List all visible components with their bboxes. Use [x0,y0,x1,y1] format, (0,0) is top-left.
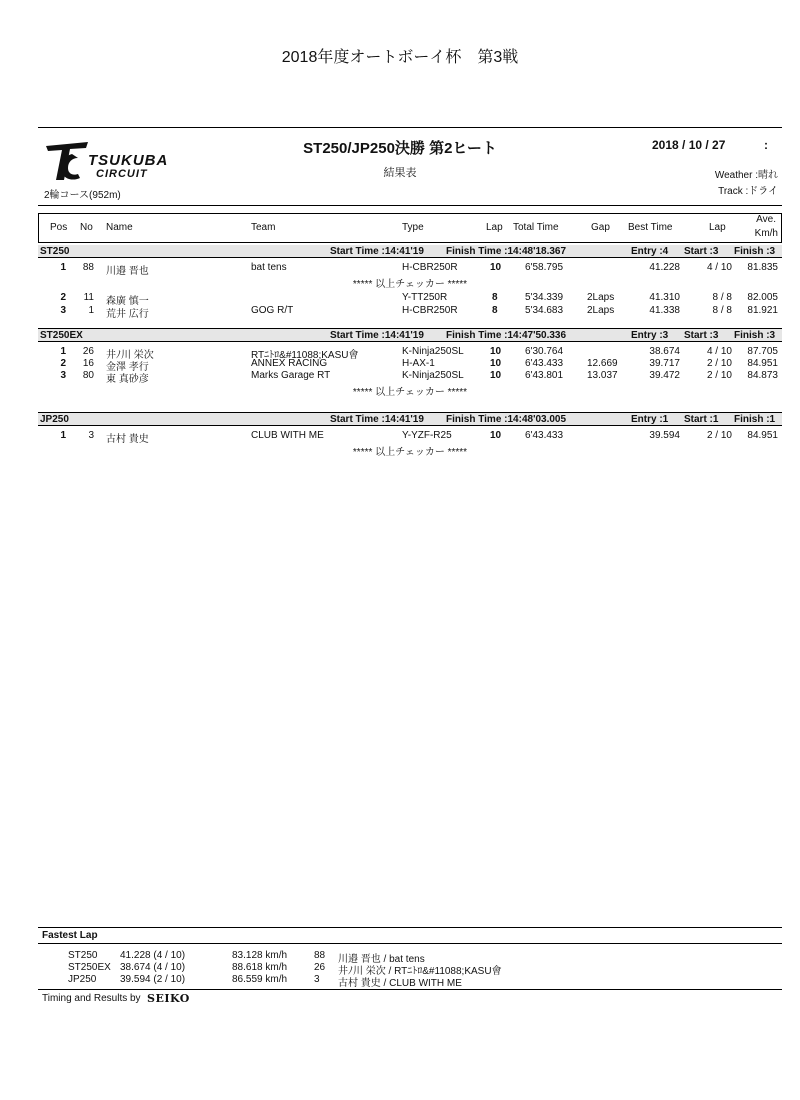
class-finish-count: Finish :3 [734,330,776,341]
class-finish-count: Finish :3 [734,246,776,257]
race-title: ST250/JP250決勝 第2ヒート [303,140,497,157]
best-lap-cell: 2 / 10 [706,430,732,441]
ave-cell: 81.835 [747,262,778,273]
col-lap: Lap [486,222,503,233]
best-lap-cell: 8 / 8 [712,305,732,316]
col-best-lap: Lap [709,222,726,233]
fl-speed: 86.559 km/h [232,974,288,985]
checker-line: ***** 以上チェッカー ***** [352,447,468,458]
course-label: 2輪コース(952m) [44,190,121,201]
type-cell: Y-YZF-R25 [402,430,452,441]
best-cell: 41.310 [649,292,680,303]
col-pos: Pos [50,222,68,233]
fl-time: 41.228 (4 / 10) [120,950,186,961]
name-cell: 金澤 孝行 [106,362,149,373]
class-entry: Entry :3 [631,330,669,341]
team-cell: CLUB WITH ME [251,430,324,441]
pos-cell: 1 [60,346,66,357]
ave-cell: 84.873 [747,370,778,381]
checker-line: ***** 以上チェッカー ***** [352,279,468,290]
checker-line: ***** 以上チェッカー ***** [352,387,468,398]
team-cell: bat tens [251,262,287,273]
team-cell: RTﾆﾄﾛ&#11088;KASU會 [251,350,359,361]
no-cell: 3 [88,430,94,441]
footer-prefix: Timing and Results by [42,993,141,1004]
class-entry: Entry :1 [631,414,669,425]
class-finish-count: Finish :1 [734,414,776,425]
best-cell: 39.594 [649,430,680,441]
class-start-count: Start :3 [684,330,719,341]
total-cell: 6'43.801 [525,370,564,381]
class-start-count: Start :3 [684,246,719,257]
total-cell: 5'34.339 [525,292,564,303]
best-cell: 41.228 [649,262,680,273]
seiko-logo: SEIKO [147,992,190,1005]
lap-cell: 10 [490,262,502,273]
lap-cell: 10 [490,346,502,357]
team-cell: ANNEX RACING [251,358,328,369]
ave-cell: 81.921 [747,305,778,316]
best-lap-cell: 2 / 10 [706,370,732,381]
col-kmh: Km/h [754,228,778,239]
lap-cell: 8 [492,292,498,303]
track-label: Track :ドライ [718,186,778,197]
fl-class: ST250 [68,950,98,961]
colhead-left [38,213,39,243]
total-cell: 6'58.795 [525,262,564,273]
col-total-time: Total Time [513,222,559,233]
total-cell: 5'34.683 [525,305,564,316]
no-cell: 88 [82,262,94,273]
fl-time: 39.594 (2 / 10) [120,974,186,985]
fl-time: 38.674 (4 / 10) [120,962,186,973]
ave-cell: 87.705 [747,346,778,357]
col-no: No [80,222,93,233]
name-cell: 井ﾉ川 栄次 [106,350,154,361]
header-top-rule [38,127,782,128]
logo-text-circuit: CIRCUIT [96,168,148,180]
type-cell: H-AX-1 [402,358,435,369]
class-rule [38,341,782,342]
gap-cell: 12.669 [587,358,618,369]
fl-no: 88 [314,950,326,961]
best-lap-cell: 2 / 10 [706,358,732,369]
fl-class: JP250 [68,974,97,985]
class-start-count: Start :1 [684,414,719,425]
ave-cell: 84.951 [747,358,778,369]
ave-cell: 84.951 [747,430,778,441]
col-team: Team [251,222,276,233]
col-ave: Ave. [756,214,776,225]
fl-speed: 88.618 km/h [232,962,288,973]
colhead-bottom [38,242,782,243]
fastest-lap-title: Fastest Lap [42,930,98,941]
lap-cell: 10 [490,358,502,369]
pos-cell: 3 [60,305,66,316]
pos-cell: 1 [60,430,66,441]
class-rule [38,257,782,258]
class-start-time: Start Time :14:41'19 [330,246,424,257]
name-cell: 東 真砂彦 [106,374,149,385]
col-name: Name [106,222,133,233]
type-cell: K-Ninja250SL [402,346,464,357]
fl-rider: 古村 貴史 / CLUB WITH ME [338,978,462,989]
fastest-rule-top [38,927,782,928]
class-rule [38,425,782,426]
no-cell: 16 [82,358,94,369]
name-cell: 森廣 慎一 [106,296,149,307]
class-name: JP250 [40,414,69,425]
gap-cell: 2Laps [587,292,615,303]
lap-cell: 10 [490,430,502,441]
type-cell: Y-TT250R [402,292,448,303]
pos-cell: 2 [60,358,66,369]
footer-rule [38,989,782,990]
class-start-time: Start Time :14:41'19 [330,414,424,425]
no-cell: 80 [82,370,94,381]
fl-no: 26 [314,962,326,973]
lap-cell: 10 [490,370,502,381]
type-cell: H-CBR250R [402,305,458,316]
gap-cell: 13.037 [587,370,618,381]
class-finish-time: Finish Time :14:48'03.005 [446,414,567,425]
class-start-time: Start Time :14:41'19 [330,330,424,341]
class-finish-time: Finish Time :14:47'50.336 [446,330,567,341]
best-lap-cell: 8 / 8 [712,292,732,303]
colhead-right [781,213,782,243]
lap-cell: 8 [492,305,498,316]
best-cell: 39.472 [649,370,680,381]
total-cell: 6'43.433 [525,358,564,369]
class-name: ST250EX [40,330,83,341]
total-cell: 6'43.433 [525,430,564,441]
total-cell: 6'30.764 [525,346,564,357]
fl-rider: 川邉 晋也 / bat tens [338,954,425,965]
pos-cell: 3 [60,370,66,381]
event-title: 2018年度オートボーイ杯 第3戦 [281,49,519,66]
fastest-rule [38,943,782,944]
gap-cell: 2Laps [587,305,615,316]
class-entry: Entry :4 [631,246,669,257]
col-gap: Gap [591,222,610,233]
no-cell: 11 [83,292,94,303]
fl-rider: 井ﾉ川 栄次 / RTﾆﾄﾛ&#11088;KASU會 [338,966,502,977]
results-subtitle: 結果表 [383,167,417,179]
class-name: ST250 [40,246,70,257]
best-cell: 38.674 [649,346,680,357]
logo-text-tsukuba: TSUKUBA [88,152,169,169]
pos-cell: 1 [60,262,66,273]
fl-speed: 83.128 km/h [232,950,288,961]
class-finish-time: Finish Time :14:48'18.367 [446,246,567,257]
name-cell: 古村 貴史 [106,434,149,445]
pos-cell: 2 [60,292,66,303]
type-cell: H-CBR250R [402,262,458,273]
best-cell: 41.338 [649,305,680,316]
best-lap-cell: 4 / 10 [706,346,732,357]
fl-no: 3 [314,974,320,985]
colhead-top [38,213,782,214]
name-cell: 川邉 晋也 [106,266,149,277]
team-cell: GOG R/T [251,305,294,316]
race-date-suffix: : [764,138,768,152]
weather-label: Weather :晴れ [714,170,778,181]
name-cell: 荒井 広行 [106,309,149,320]
race-date: 2018 / 10 / 27 [652,138,726,152]
team-cell: Marks Garage RT [251,370,331,381]
ave-cell: 82.005 [747,292,778,303]
tsukuba-logo-icon [42,140,94,184]
best-cell: 39.717 [649,358,680,369]
no-cell: 26 [82,346,94,357]
col-best-time: Best Time [628,222,673,233]
best-lap-cell: 4 / 10 [706,262,732,273]
fl-class: ST250EX [68,962,111,973]
col-type: Type [402,222,424,233]
no-cell: 1 [88,305,94,316]
header-bottom-rule [38,205,782,206]
type-cell: K-Ninja250SL [402,370,464,381]
